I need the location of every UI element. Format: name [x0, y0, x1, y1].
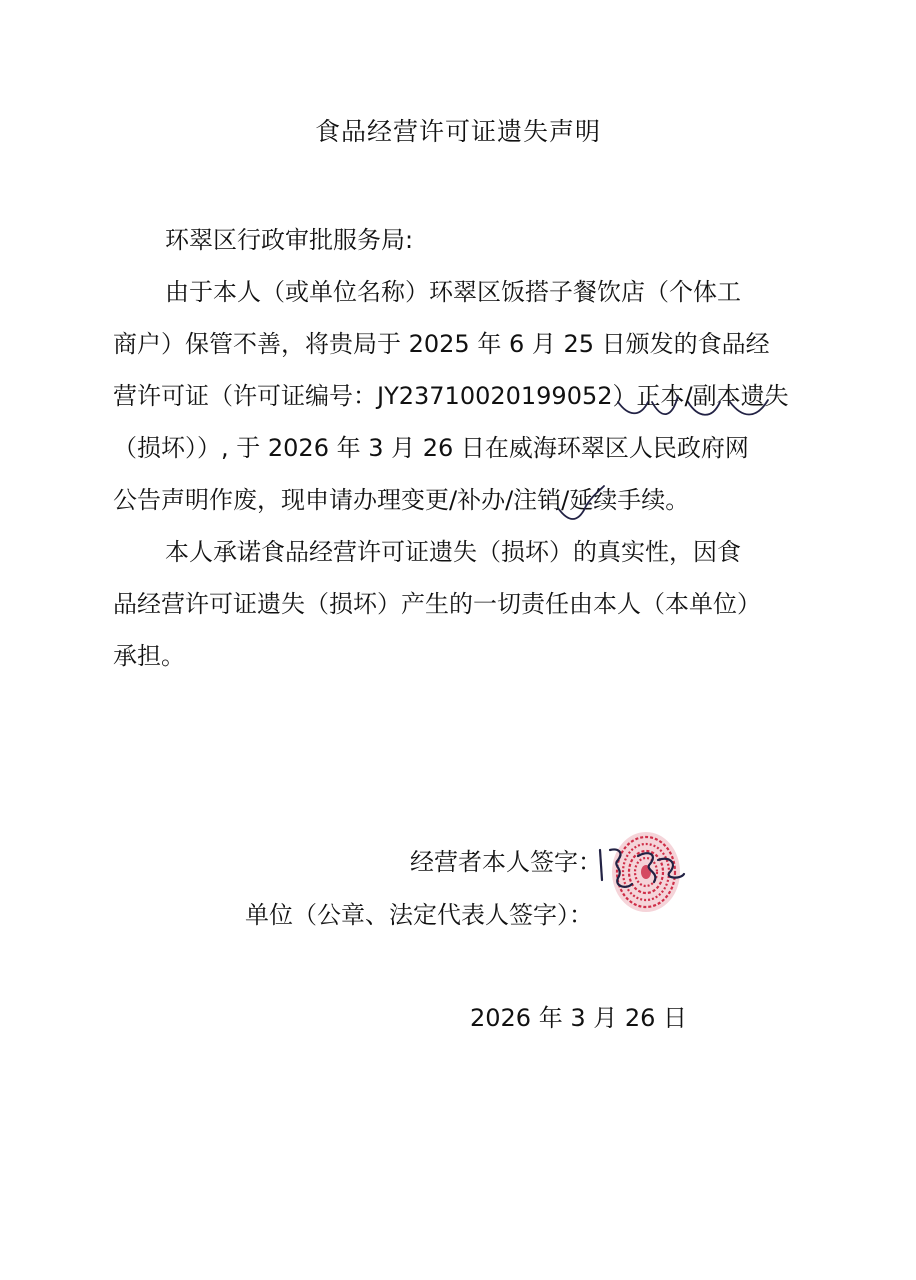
paragraph-line: 品经营许可证遗失（损坏）产生的一切责任由本人（本单位）	[113, 590, 761, 618]
paragraph-line: 公告声明作废，现申请办理变更/补办/注销/延续手续。	[113, 486, 690, 514]
statement-paragraph	[113, 266, 793, 526]
document-title: 食品经营许可证遗失声明	[314, 117, 601, 146]
paragraph-line: 由于本人（或单位名称）环翠区饭搭子餐饮店（个体工	[165, 278, 741, 306]
paragraph-line: 本人承诺食品经营许可证遗失（损坏）的真实性，因食	[165, 538, 741, 566]
paragraph-line: （损坏））, 于 2026 年 3 月 26 日在威海环翠区人民政府网	[113, 434, 749, 462]
commitment-paragraph	[113, 526, 793, 682]
owner-signature-label: 经营者本人签字：	[410, 848, 602, 876]
paragraph-line: 营许可证（许可证编号：JY23710020199052）正本/副本遗失	[113, 382, 789, 410]
paragraph-line: 承担。	[113, 642, 185, 670]
fingerprint-signature	[588, 820, 698, 920]
unit-seal-label: 单位（公章、法定代表人签字）：	[245, 901, 593, 929]
declaration-date: 2026 年 3 月 26 日	[470, 1004, 688, 1032]
addressee: 环翠区行政审批服务局:	[165, 226, 414, 254]
paragraph-line: 商户）保管不善，将贵局于 2025 年 6 月 25 日颁发的食品经	[113, 330, 770, 358]
